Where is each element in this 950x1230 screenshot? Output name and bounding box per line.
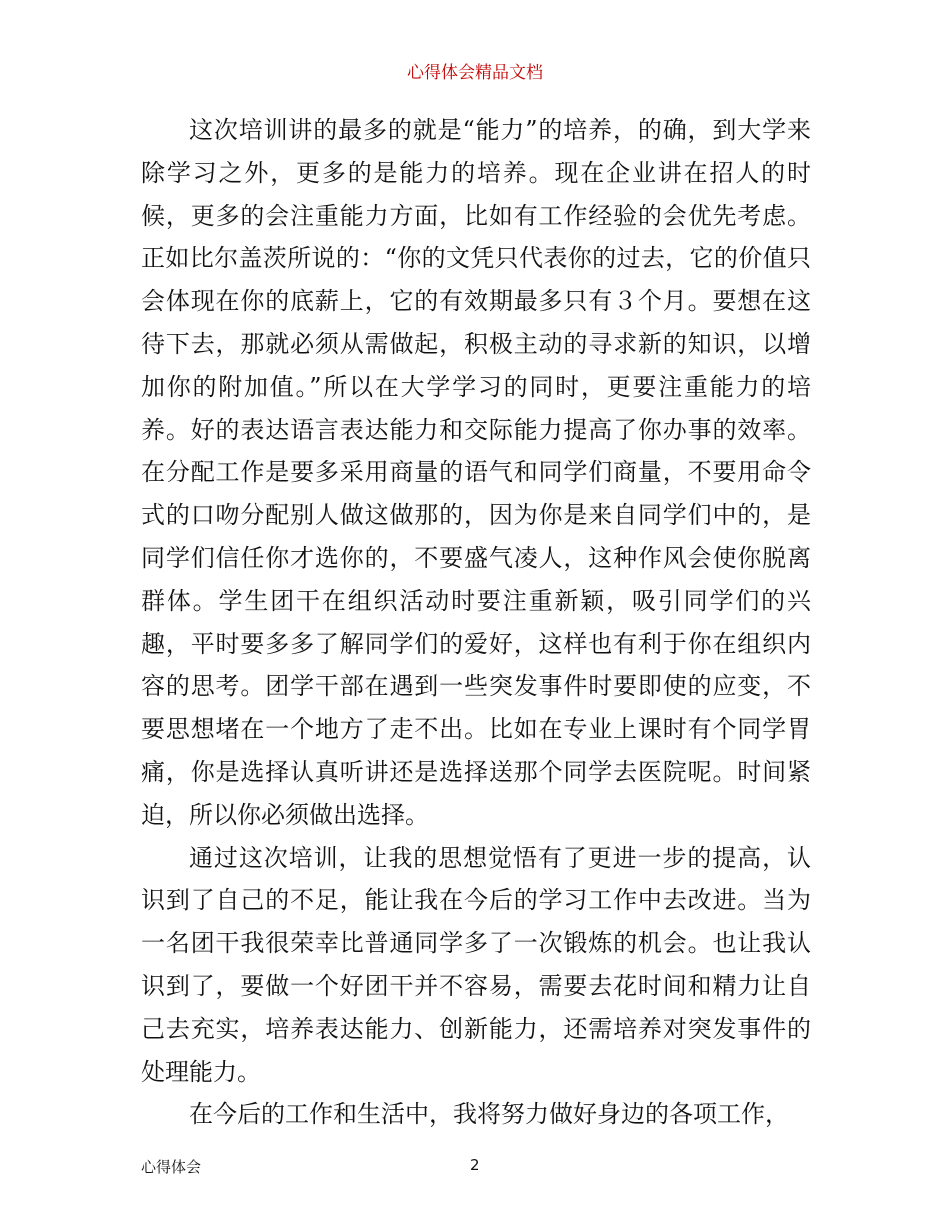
paragraph-3: 在今后的工作和生活中，我将努力做好身边的各项工作， xyxy=(189,1100,789,1129)
page-header-title: 心得体会精品文档 xyxy=(407,63,543,83)
paragraph-1: 这次培训讲的最多的就是“能力”的培养，的确，到大学来除学习之外，更多的是能力的培养。现在企业讲在招人的时候，更多的会注重能力方面，比如有工作经验的会优先考虑。正如比尔盖茨所说的：“你的文凭只代表你的过去，它的价值只会体现在你的底薪上，它的有效期最多只有３个月。要想在这待下去，那就必须从需做起，积极主动的寻求新的知识，以增加你的附加值。”所以在大学学习的同时，更要注重能力的培养。好的表达语言表达能力和交际能力提高了你办事的效率。在分配工作是要多采用商量的语气和同学们商量，不要用命令式的口吻分配别人做这做那的，因为你是来自同学们中的，是同学们信任你才选你的，不要盛气凌人，这种作风会使你脱离群体。学生团干在组织活动时要注重新颖，吸引同学们的兴趣，平时要多多了解同学们的爱好，这样也有利于你在组织内容的思考。团学干部在遇到一些突发事件时要即使的应变，不要思想堵在一个地方了走不出。比如在专业上课时有个同学胃痛，你是选择认真听讲还是选择送那个同学去医院呢。时间紧迫，所以你必须做出选择。 xyxy=(141,116,811,829)
page-number: 2 xyxy=(470,1156,480,1174)
document-body xyxy=(141,109,811,1136)
paragraph-2: 通过这次培训，让我的思想觉悟有了更进一步的提高，认识到了自己的不足，能让我在今后的学习工作中去改进。当为一名团干我很荣幸比普通同学多了一次锻炼的机会。也让我认识到了，要做一个好团干并不容易，需要去花时间和精力让自己去充实，培养表达能力、创新能力，还需培养对突发事件的处理能力。 xyxy=(141,843,811,1086)
footer-label: 心得体会 xyxy=(141,1158,202,1176)
